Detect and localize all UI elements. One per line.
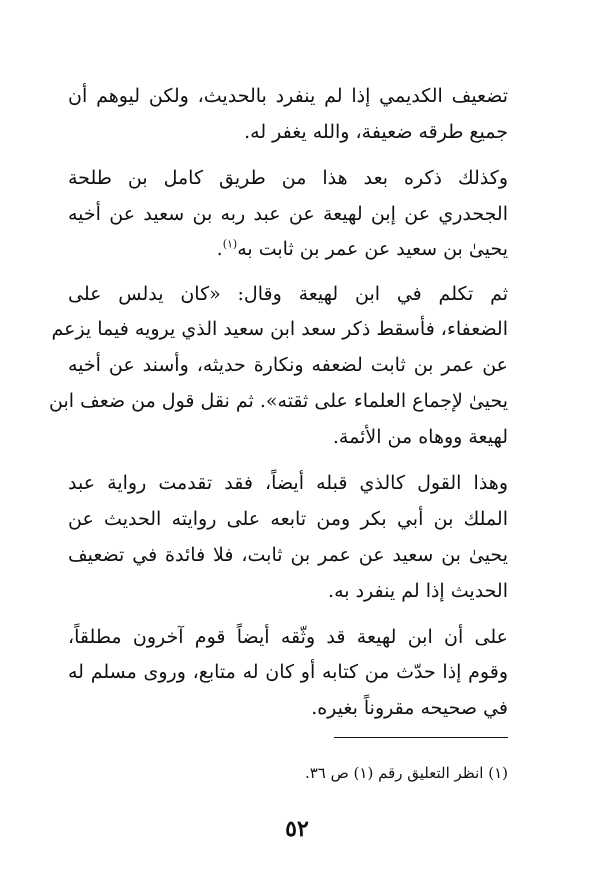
text-line: الضعفاء، فأسقط ذكر سعد ابن سعيد الذي يرويه فيما يزعم — [51, 318, 508, 340]
text-line: في صحيحه مقروناً بغيره. — [311, 697, 508, 719]
text-line: ثم تكلم في ابن لهيعة وقال: «كان يدلس على — [68, 283, 508, 305]
text-line: على أن ابن لهيعة قد وثّقه أيضاً قوم آخرون مطلقاً، — [68, 626, 508, 648]
text-line: الملك بن أبي بكر ومن تابعه على روايته الحديث عن — [68, 508, 508, 530]
sentence-end: . — [216, 238, 223, 260]
text-line: عن عمر بن ثابت لضعفه ونكارة حديثه، وأسند عن أخيه — [68, 354, 508, 376]
footnote: (١) انظر التعليق رقم (١) ص ٣٦. — [304, 764, 508, 782]
text-line: الحديث إذا لم ينفرد به. — [328, 580, 508, 602]
text-line: لهيعة ووهاه من الأئمة. — [332, 426, 508, 448]
text-line: تضعيف الكديمي إذا لم ينفرد بالحديث، ولكن ليوهم أن — [68, 85, 508, 107]
text-line: يحيىٰ لإجماع العلماء على ثقته». ثم نقل قول من ضعف ابن — [49, 390, 508, 412]
text-line-with-footnote — [68, 231, 508, 267]
text-line: وكذلك ذكره بعد هذا من طريق كامل بن طلحة — [68, 167, 508, 189]
text-line: وقوم إذا حدّث من كتابه أو كان له متابع، وروى مسلم له — [68, 661, 508, 683]
text-line: يحيىٰ بن سعيد عن عمر بن ثابت، فلا فائدة في تضعيف — [68, 544, 508, 566]
footnote-separator — [334, 737, 508, 738]
text-line: جميع طرقه ضعيفة، والله يغفر له. — [244, 121, 508, 143]
text-line: الجحدري عن إبن لهيعة عن عبد ربه بن سعيد عن أخيه — [68, 203, 508, 225]
footnote-marker: (١) — [222, 237, 238, 251]
text-line-content: يحيىٰ بن سعيد عن عمر بن ثابت به — [237, 238, 508, 260]
page-number: ٥٢ — [285, 816, 309, 842]
text-line: وهذا القول كالذي قبله أيضاً، فقد تقدمت رواية عبد — [68, 472, 508, 494]
